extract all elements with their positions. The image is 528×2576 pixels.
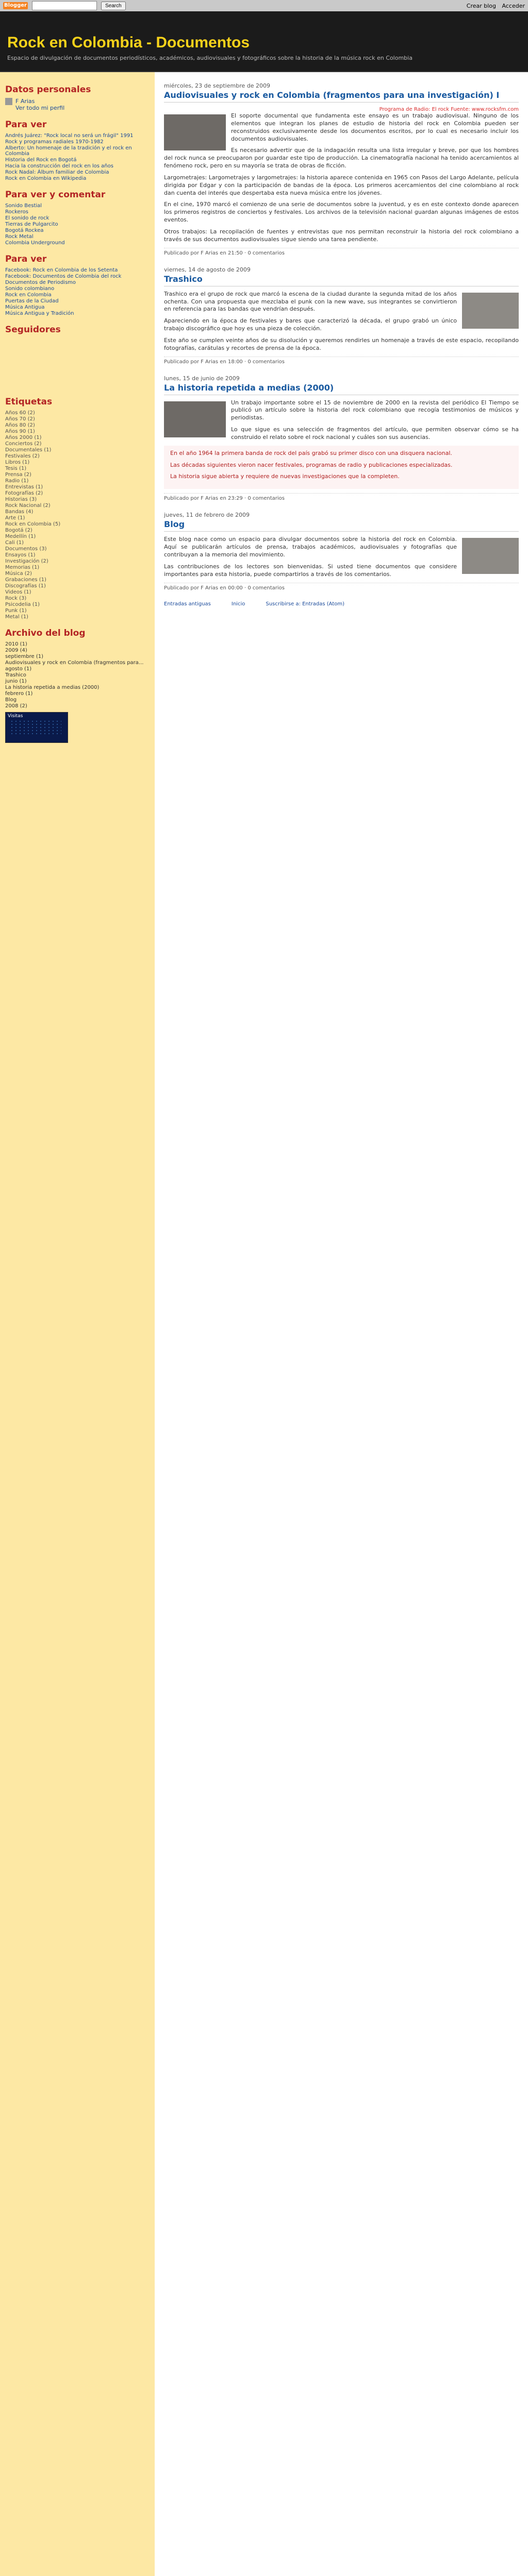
archive-item[interactable]: febrero (1)	[5, 691, 33, 697]
list-item: Rock en Colombia en Wikipedia	[5, 176, 87, 181]
label-item[interactable]: Medellín (1)	[5, 534, 36, 539]
list-item: Facebook: Rock en Colombia de los Setenta	[5, 267, 118, 273]
view-profile-link[interactable]: Ver todo mi perfil	[15, 105, 65, 111]
blog-header	[0, 11, 528, 72]
archive-item[interactable]: 2008 (2)	[5, 703, 27, 709]
post-footer[interactable]: Publicado por F Arias en 18:00 · 0 comentarios	[164, 357, 519, 365]
list-item: Música Antigua	[5, 304, 45, 310]
sidebar-heading-profile: Datos personales	[5, 84, 91, 95]
sidebar-heading-see: Para ver	[5, 120, 47, 130]
post-footer[interactable]: Publicado por F Arias en 21:50 · 0 comentarios	[164, 248, 519, 256]
list-item: Música Antigua y Tradición	[5, 311, 74, 316]
post-image[interactable]	[462, 293, 519, 329]
map-label: Visitas	[8, 714, 23, 719]
label-item[interactable]: Años 60 (2)	[5, 410, 35, 416]
main-content	[155, 72, 528, 2576]
post-paragraph: Lo que sigue es una selección de fragmentos del artículo, que permiten observar cómo se ha construido el relato sobre el rock nacional y cuáles son sus ausencias.	[231, 426, 519, 440]
label-item[interactable]: Prensa (2)	[5, 472, 31, 478]
post-paragraph: Trashico era el grupo de rock que marcó la escena de la ciudad durante la segunda mitad de los años ochenta. Con una propuesta que mezclaba el punk con la new wave, sus integrantes se convirtieron en referencia para las bandas que vendrían después.	[164, 290, 457, 313]
post-paragraph: El soporte documental que fundamenta este ensayo es un trabajo audiovisual. Ninguno de los elementos que integran los planes de estudio de historia del rock en Colombia pueden ser reconstruidos exclusivamente desde los documentos escritos, por lo cual es necesario incluir los documentos audiovisuales.	[231, 112, 519, 142]
label-item[interactable]: Grabaciones (1)	[5, 577, 46, 583]
label-item[interactable]: Conciertos (2)	[5, 441, 42, 447]
post-body	[164, 112, 519, 244]
post-title[interactable]: Trashico	[164, 274, 519, 286]
pager-subscribe-link[interactable]: Suscribirse a: Entradas (Atom)	[266, 601, 345, 607]
post-image[interactable]	[164, 114, 226, 150]
post-paragraph: Apareciendo en la época de festivales y bares que caracterizó la década, el grupo grabó un único trabajo discográfico que hoy es una pieza de colección.	[164, 317, 457, 332]
post-paragraph: Un trabajo importante sobre el 15 de noviembre de 2000 en la revista del periódico El Tiempo se publicó un artículo sobre la historia del rock colombiano que recogía testimonios de músicos y periodistas.	[231, 399, 519, 421]
post-paragraph: Es necesario advertir que de la indagación resulta una lista irregular y breve, por que los hombres del rock nunca se preocuparon por guardar este tipo de producción. La cinematografía nacional ha tenido acercamientos al fenómeno rock, pero en su mayoría se trata de obras de ficción.	[164, 147, 519, 170]
list-item: Colombia Underground	[5, 240, 65, 246]
list-item: Sonido Bestial	[5, 203, 42, 209]
list-item: El sonido de rock	[5, 215, 50, 221]
post-date: viernes, 14 de agosto de 2009	[164, 266, 251, 273]
quote-paragraph: La historia sigue abierta y requiere de nuevas investigaciones que la completen.	[170, 473, 400, 480]
post-note: Programa de Radio: El rock Fuente: www.rocksfm.com	[379, 107, 519, 112]
list-item: Rock y programas radiales 1970-1982	[5, 139, 104, 145]
label-item[interactable]: Videos (1)	[5, 589, 31, 595]
post-date: miércoles, 23 de septiembre de 2009	[164, 82, 270, 89]
post-paragraph: En el cine, 1970 marcó el comienzo de una serie de documentos sobre la juventud, y es en este contexto donde aparecen los primeros registros de conciertos y festivales. Los archivos de la televisión nacional guardan algunas imágenes de estos eventos.	[164, 201, 519, 224]
list-item: Hacia la construcción del rock en los años	[5, 163, 113, 169]
sidebar	[0, 72, 155, 2576]
list-item: Alberto: Un homenaje de la tradición y el rock en Colombia	[5, 145, 132, 157]
label-item[interactable]: Música (2)	[5, 571, 32, 577]
list-item: Documentos de Periodismo	[5, 280, 76, 285]
list-item: Tierras de Pulgarcito	[5, 222, 58, 227]
list-item: Bogotá Rockea	[5, 228, 44, 233]
label-item[interactable]: Metal (1)	[5, 614, 28, 620]
label-item[interactable]: Arte (1)	[5, 515, 25, 521]
archive-item[interactable]: Blog	[5, 697, 17, 703]
pager-home-link[interactable]: Inicio	[231, 601, 245, 607]
label-item[interactable]: Historias (3)	[5, 497, 37, 502]
post-date: jueves, 11 de febrero de 2009	[164, 512, 250, 519]
list-item: Rock Metal	[5, 234, 34, 240]
archive-item[interactable]: Audiovisuales y rock en Colombia (fragmentos para...	[5, 660, 144, 666]
post-footer[interactable]: Publicado por F Arias en 00:00 · 0 comentarios	[164, 583, 519, 591]
label-item[interactable]: Memorias (1)	[5, 565, 40, 570]
label-item[interactable]: Documentos (3)	[5, 546, 47, 552]
post-body	[164, 399, 519, 489]
archive-list	[5, 641, 150, 709]
more-list	[5, 267, 150, 316]
list-item: Facebook: Documentos de Colombia del rock	[5, 274, 122, 279]
sidebar-heading-comment: Para ver y comentar	[5, 190, 106, 200]
label-item[interactable]: Libros (1)	[5, 460, 30, 465]
login-link[interactable]: Acceder	[502, 2, 525, 9]
pager-older-link[interactable]: Entradas antiguas	[164, 601, 211, 607]
blog-title[interactable]: Rock en Colombia - Documentos	[7, 34, 250, 51]
archive-item[interactable]: septiembre (1)	[5, 654, 44, 659]
post-body	[164, 291, 519, 352]
blog-description: Espacio de divulgación de documentos periodísticos, académicos, audiovisuales y fotográficos sobre la historia de la música rock en Colombia	[7, 55, 412, 61]
search-input[interactable]	[32, 1, 97, 10]
label-item[interactable]: Ensayos (1)	[5, 552, 36, 558]
label-item[interactable]: Cali (1)	[5, 540, 24, 546]
create-blog-link[interactable]: Crear blog	[466, 2, 497, 9]
label-item[interactable]: Psicodelia (1)	[5, 602, 40, 607]
sidebar-heading-followers: Seguidores	[5, 325, 61, 335]
list-item: Rockeros	[5, 209, 28, 215]
label-item[interactable]: Rock Nacional (2)	[5, 503, 51, 509]
profile-name[interactable]: F Arias	[15, 98, 35, 105]
archive-item[interactable]: La historia repetida a medias (2000)	[5, 685, 100, 690]
label-item[interactable]: Documentales (1)	[5, 447, 52, 453]
archive-item[interactable]: 2010 (1)	[5, 641, 27, 647]
label-item[interactable]: Años 80 (2)	[5, 422, 35, 428]
profile	[5, 98, 150, 111]
post-image[interactable]	[462, 538, 519, 574]
label-item[interactable]: Años 70 (2)	[5, 416, 35, 422]
label-item[interactable]: Punk (1)	[5, 608, 27, 614]
archive-item[interactable]: agosto (1)	[5, 666, 32, 672]
list-item: Andrés Juárez: "Rock local no será un frágil" 1991	[5, 133, 134, 139]
avatar	[5, 98, 12, 105]
blogger-navbar	[0, 0, 528, 11]
quote-paragraph: En el año 1964 la primera banda de rock del país grabó su primer disco con una disquera nacional.	[170, 449, 452, 456]
label-item[interactable]: Rock (3)	[5, 596, 27, 601]
quote-paragraph: Las décadas siguientes vieron nacer festivales, programas de radio y publicaciones especializadas.	[170, 461, 453, 468]
visitor-map[interactable]	[5, 712, 68, 743]
label-item[interactable]: Bogotá (2)	[5, 528, 32, 533]
post-paragraph: Este año se cumplen veinte años de su disolución y queremos rendirles un homenaje a través de este espacio, recopilando fotografías, carátulas y recortes de prensa de la época.	[164, 336, 519, 351]
label-item[interactable]: Años 2000 (1)	[5, 435, 42, 440]
post-paragraph: Largometrajes: Largometrajes y largometrajes: la historia aparece contenida en 1965 con Pasos del Largo Adelante, película dirigida por Edgar y con la participación de bandas de la época. Los primeros acercamientos del cine colombiano al rock dan cuenta del interés que despertaba esta nueva música entre los jóvenes.	[164, 174, 519, 196]
list-item: Rock Nadal: Álbum familiar de Colombia	[5, 170, 109, 175]
list-item: Sonido colombiano	[5, 286, 55, 292]
see-list	[5, 133, 150, 181]
search-button[interactable]: Search	[101, 2, 126, 10]
blog-pager	[164, 601, 519, 607]
sidebar-heading-archive: Archivo del blog	[5, 628, 86, 638]
post-footer[interactable]: Publicado por F Arias en 23:29 · 0 comentarios	[164, 493, 519, 501]
post-paragraph: Las contribuciones de los lectores son bienvenidas. Si usted tiene documentos que considere importantes para esta historia, puede compartirlos a través de los comentarios.	[164, 563, 457, 578]
label-item[interactable]: Bandas (4)	[5, 509, 34, 515]
sidebar-heading-more: Para ver	[5, 254, 47, 264]
list-item: Rock en Colombia	[5, 292, 52, 298]
post-title[interactable]: La historia repetida a medias (2000)	[164, 383, 519, 395]
archive-item[interactable]: junio (1)	[5, 679, 27, 684]
map-dots	[10, 720, 61, 734]
post-title[interactable]: Audiovisuales y rock en Colombia (fragmentos para una investigación) I	[164, 90, 519, 103]
post-paragraph: Otros trabajos: La recopilación de fuentes y entrevistas que nos permitan reconstruir la historia del rock colombiano a través de sus documentos audiovisuales sigue siendo una tarea pendiente.	[164, 228, 519, 243]
label-item[interactable]: Investigación (2)	[5, 558, 48, 564]
label-item[interactable]: Radio (1)	[5, 478, 29, 484]
sidebar-heading-labels: Etiquetas	[5, 397, 53, 407]
post-title[interactable]: Blog	[164, 519, 519, 532]
labels-list	[5, 410, 150, 620]
list-item: Historia del Rock en Bogotá	[5, 157, 77, 163]
archive-item[interactable]: 2009 (4)	[5, 648, 27, 653]
list-item: Puertas de la Ciudad	[5, 298, 59, 304]
label-item[interactable]: Rock en Colombia (5)	[5, 521, 61, 527]
post-body	[164, 536, 519, 578]
label-item[interactable]: Años 90 (1)	[5, 429, 35, 434]
post-quote	[164, 446, 519, 489]
comment-list	[5, 203, 150, 246]
label-item[interactable]: Entrevistas (1)	[5, 484, 43, 490]
label-item[interactable]: Festivales (2)	[5, 453, 40, 459]
label-item[interactable]: Discografías (1)	[5, 583, 46, 589]
label-item[interactable]: Tesis (1)	[5, 466, 27, 471]
post-image[interactable]	[164, 401, 226, 437]
archive-item[interactable]: Trashico	[5, 672, 26, 678]
label-item[interactable]: Fotografías (2)	[5, 490, 43, 496]
blogger-logo[interactable]: Blogger	[3, 2, 28, 9]
post-paragraph: Este blog nace como un espacio para divulgar documentos sobre la historia del rock en Colombia. Aquí se publicarán artículos de prensa, trabajos académicos, audiovisuales y fotografías que contribuyan a la memoria del movimiento.	[164, 536, 457, 558]
post-date: lunes, 15 de junio de 2009	[164, 375, 240, 382]
